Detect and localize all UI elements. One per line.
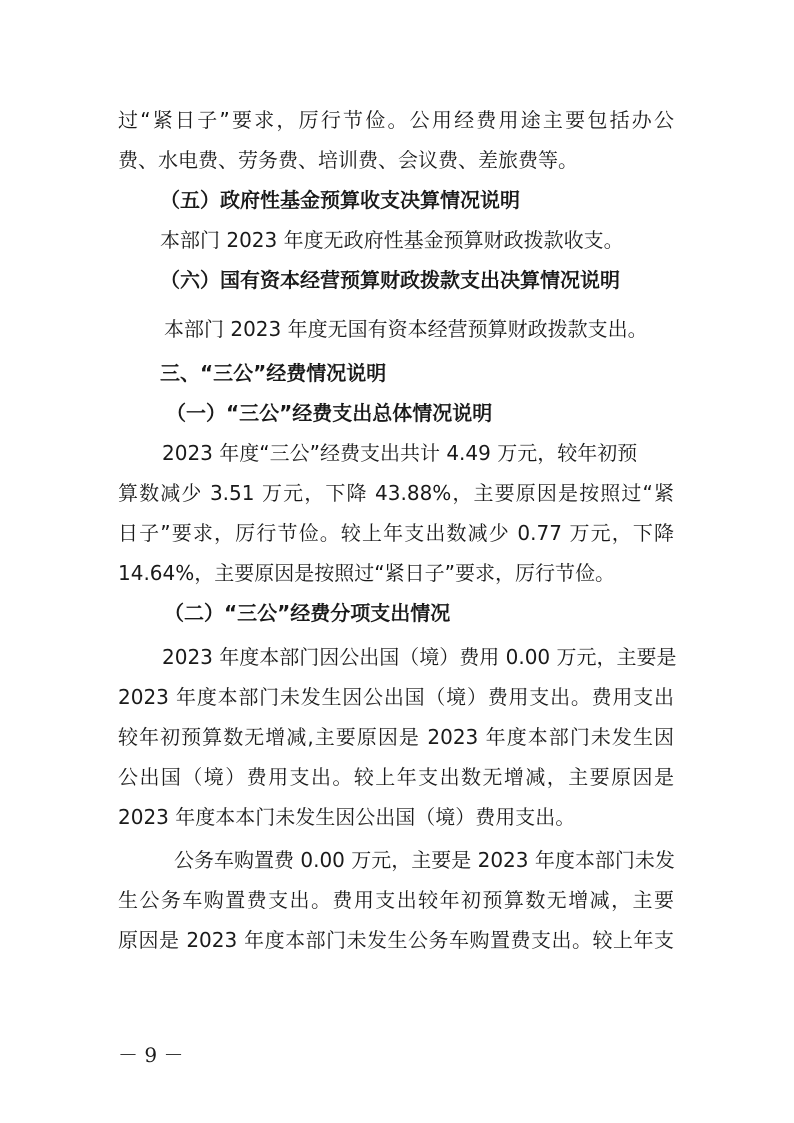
- body-paragraph-line: 公出国（境）费用支出。较上年支出数无增减，主要原因是: [118, 765, 674, 789]
- section-heading-5: （五）政府性基金预算收支决算情况说明: [160, 188, 520, 212]
- body-paragraph-line: 较年初预算数无增减,主要原因是 2023 年度本部门未发生因: [118, 725, 674, 749]
- body-paragraph-line: 费、水电费、劳务费、培训费、会议费、差旅费等。: [118, 148, 578, 172]
- body-paragraph-line: 日子”要求，厉行节俭。较上年支出数减少 0.77 万元，下降: [118, 521, 674, 545]
- body-paragraph-line: 生公务车购置费支出。费用支出较年初预算数无增减，主要: [118, 888, 674, 912]
- body-paragraph-line: 2023 年度本部门因公出国（境）费用 0.00 万元，主要是: [162, 645, 677, 669]
- body-paragraph-line: 过“紧日子”要求，厉行节俭。公用经费用途主要包括办公: [118, 108, 674, 132]
- body-paragraph-line: 本部门 2023 年度无国有资本经营预算财政拨款支出。: [164, 317, 648, 341]
- body-paragraph-line: 2023 年度本本门未发生因公出国（境）费用支出。: [118, 805, 576, 829]
- body-paragraph-line: 14.64%，主要原因是按照过“紧日子”要求，厉行节俭。: [118, 561, 615, 585]
- body-paragraph-line: 原因是 2023 年度本部门未发生公务车购置费支出。较上年支: [118, 928, 674, 952]
- page-number: － 9 －: [118, 1043, 184, 1067]
- subsection-heading-2: （二）“三公”经费分项支出情况: [164, 601, 451, 625]
- body-paragraph-line: 2023 年度“三公”经费支出共计 4.49 万元，较年初预: [162, 441, 638, 465]
- body-paragraph-line: 2023 年度本部门未发生因公出国（境）费用支出。费用支出: [118, 685, 674, 709]
- section-heading-6: （六）国有资本经营预算财政拨款支出决算情况说明: [160, 268, 620, 292]
- subsection-heading-1: （一）“三公”经费支出总体情况说明: [166, 401, 493, 425]
- body-paragraph-line: 本部门 2023 年度无政府性基金预算财政拨款收支。: [160, 228, 624, 252]
- chapter-heading-3: 三、“三公”经费情况说明: [160, 361, 387, 385]
- body-paragraph-line: 算数减少 3.51 万元，下降 43.88%，主要原因是按照过“紧: [118, 481, 674, 505]
- body-paragraph-line: 公务车购置费 0.00 万元，主要是 2023 年度本部门未发: [174, 848, 675, 872]
